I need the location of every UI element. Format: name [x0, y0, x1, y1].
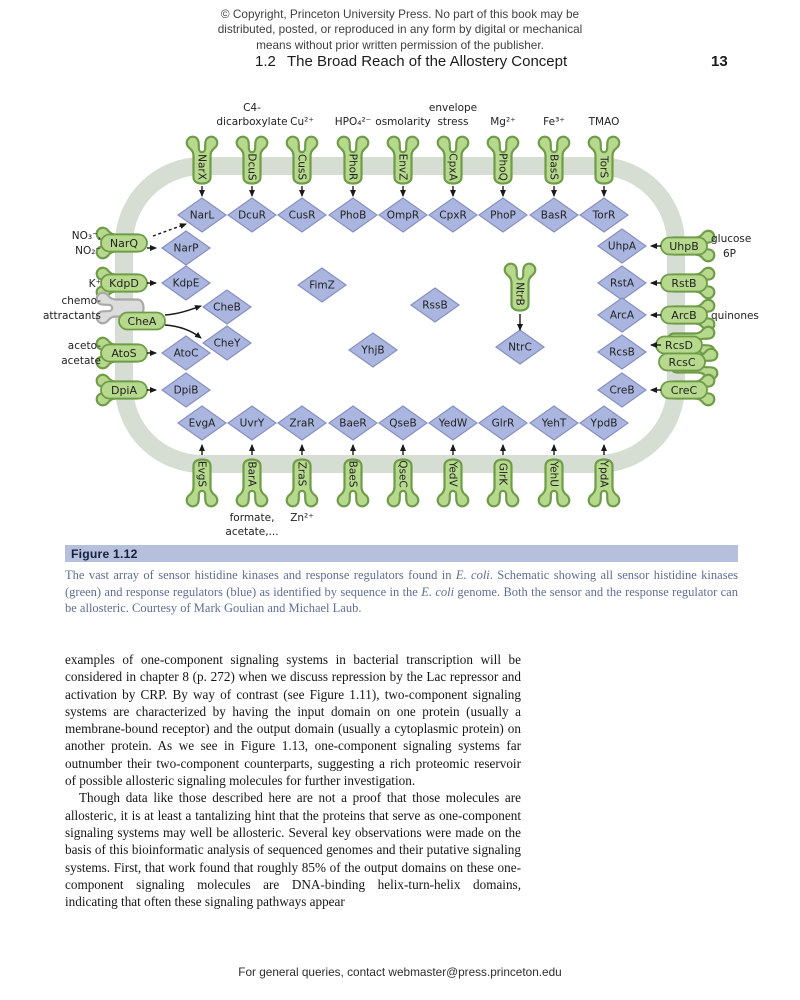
regulator-label: CheB: [213, 301, 241, 314]
figure-label: Figure 1.12: [71, 547, 138, 561]
regulator-label: OmpR: [386, 209, 420, 222]
sensor-label: RcsC: [668, 355, 696, 369]
regulator-label: NarL: [189, 209, 215, 222]
regulator-label: QseB: [389, 417, 417, 430]
sensor-label: CheA: [127, 314, 157, 328]
sensor-label: EvgS: [195, 460, 208, 488]
regulator-label: YhjB: [361, 344, 385, 357]
stimulus-label: Cu²⁺: [290, 116, 314, 128]
sensor-label: KdpD: [109, 276, 139, 290]
regulator-label: BaeR: [339, 417, 367, 430]
stimulus-label: Zn²⁺: [290, 512, 314, 524]
sensor-label: CusS: [295, 153, 308, 181]
paragraph: examples of one-component signaling systems in bacterial transcription will be considered in chapter 8 (p. 272) when we discuss repression by the Lac repressor and activation by CRP. By way of contrast (see Figure 1.11), two-component signaling systems are characterized by having the input domain on one protein (usually a membrane-bound receptor) and the output domain (usually a cytoplasmic protein) on another protein. As we see in Figure 1.13, one-component signaling systems far outnumber their two-component counterparts, suggesting a rich proteomic reservoir of possible allosteric signaling molecules for further investigation.: [65, 652, 521, 789]
regulator-label: CusR: [288, 209, 316, 222]
sensor-label: RstB: [671, 276, 697, 290]
arrow: [165, 325, 201, 338]
stimulus-label: aceto-: [67, 340, 101, 352]
regulator-label: YehT: [541, 417, 567, 430]
stimulus-label: stress: [437, 116, 469, 128]
regulator-label: AtoC: [173, 347, 199, 360]
sensor-label: DpiA: [110, 383, 138, 397]
regulator-label: DpiB: [173, 384, 199, 397]
caption-italic-text: E. coli: [455, 568, 490, 582]
regulator-label: TorR: [592, 209, 616, 222]
paragraph: Though data like those described here are not a proof that those molecules are allosteric, it is at least a tantalizing hint that the proteins that serve as one-component signaling systems may well be allosteric. Several key observations were made on the basis of this bioinformatic analysis of sequenced genomes and their putative signaling systems. First, that work found that roughly 85% of the output domains on these one-component signaling molecules are DNA-binding helix-turn-helix domains, indicating that often these signaling pathways appear: [65, 790, 521, 910]
sensor-label: QseC: [396, 460, 409, 488]
regulator-label: EvgA: [188, 417, 216, 430]
stimulus-label: 6P: [723, 248, 737, 260]
sensor-label: NarX: [195, 154, 208, 180]
stimulus-label: C4-: [243, 102, 261, 114]
stimulus-label: formate,: [229, 512, 275, 524]
sensor-label: CreC: [670, 383, 698, 397]
caption-text: The vast array of sensor histidine kinases and response regulators found in: [65, 568, 456, 582]
sensor-label: UhpB: [669, 239, 699, 253]
figure-1-12-two-component-signaling-diagram: [30, 88, 790, 548]
stimulus-label: HPO₄²⁻: [334, 116, 372, 128]
regulator-label: RssB: [422, 299, 448, 312]
stimulus-label: acetate: [61, 355, 101, 367]
page-number: 13: [711, 53, 728, 70]
caption-text: genome. Both the sensor and the response regulator can be allosteric. Courtesy of Mark Goulian and Michael Laub.: [65, 584, 738, 616]
sensor-label: AtoS: [111, 346, 137, 360]
stimulus-label: Mg²⁺: [490, 116, 516, 128]
regulator-label: NtrC: [508, 341, 532, 354]
sensor-label: TorS: [597, 155, 610, 179]
regulator-label: RcsB: [609, 346, 635, 359]
figure-caption: [65, 567, 738, 617]
sensor-label: NarQ: [109, 236, 139, 250]
stimulus-label: NO₂⁻: [75, 245, 101, 257]
sensor-label: YehU: [547, 461, 560, 487]
sensor-label: CpxA: [446, 153, 459, 181]
arrow: [165, 306, 201, 315]
sensor-label: GlrK: [496, 462, 509, 486]
sensor-label: YpdA: [597, 460, 610, 488]
stimulus-label: attractants: [43, 310, 101, 322]
regulator-label: FimZ: [309, 279, 335, 292]
regulator-label: KdpE: [172, 277, 200, 290]
stimulus-label: chemo-: [61, 295, 101, 307]
caption-text: . Schematic showing all sensor histidine kinases (green) and response regulators (blue) as identified by sequence in the: [65, 568, 738, 599]
stimulus-label: osmolarity: [375, 116, 431, 128]
sensor-label: EnvZ: [396, 153, 409, 181]
regulator-label: ZraR: [289, 417, 315, 430]
regulator-label: DcuR: [238, 209, 266, 222]
stimulus-label: dicarboxylate: [216, 116, 288, 128]
sensor-label: NtrB: [513, 282, 526, 306]
regulator-label: PhoP: [490, 209, 516, 222]
stimulus-label: TMAO: [588, 116, 620, 128]
regulator-label: CpxR: [439, 209, 467, 222]
stimulus-label: acetate,...: [225, 526, 279, 538]
stimulus-label: Fe³⁺: [543, 116, 565, 128]
regulator-label: GlrR: [491, 417, 515, 430]
stimulus-label: NO₃⁻,: [71, 230, 101, 242]
regulator-label: YedW: [438, 417, 468, 430]
footer-contact: For general queries, contact webmaster@press.princeton.edu: [238, 965, 562, 979]
stimulus-label: envelope: [428, 102, 478, 114]
regulator-label: UvrY: [239, 417, 265, 430]
sensor-label: BaeS: [346, 460, 359, 488]
regulator-label: ArcA: [609, 309, 635, 322]
sensor-label: ArcB: [671, 308, 697, 322]
regulator-label: CheY: [213, 337, 241, 350]
regulator-label: NarP: [173, 242, 199, 255]
regulator-label: YpdB: [590, 417, 618, 430]
sensor-label: YedV: [446, 461, 459, 487]
figure-label-bar: [65, 545, 738, 562]
sensor-label: PhoQ: [496, 153, 509, 181]
copyright-notice: [0, 7, 800, 53]
sensor-label: BarA: [245, 461, 258, 487]
regulator-label: CreB: [609, 384, 635, 397]
sensor-label: DcuS: [245, 153, 258, 181]
regulator-label: BasR: [540, 209, 568, 222]
body-text: [65, 651, 521, 910]
sensor-label: ZraS: [295, 461, 308, 487]
stimulus-label: K⁺: [88, 278, 101, 290]
stimulus-label: quinones: [711, 310, 759, 322]
regulator-label: UhpA: [607, 240, 637, 253]
stimulus-label: glucose: [711, 233, 752, 245]
section-number: 1.2: [255, 53, 276, 70]
copyright-line: © Copyright, Princeton University Press. No part of this book may be: [220, 7, 580, 21]
section-title: The Broad Reach of the Allostery Concept: [287, 53, 568, 70]
copyright-line: means without prior written permission of the publisher.: [256, 37, 544, 52]
caption-italic-text: E. coli: [421, 584, 455, 599]
sensor-label: BasS: [547, 154, 560, 180]
copyright-line: distributed, posted, or reproduced in any form by digital or mechanical: [217, 22, 583, 37]
sensor-label: RcsD: [665, 338, 693, 352]
regulator-label: RstA: [609, 277, 635, 290]
regulator-label: PhoB: [339, 209, 367, 222]
sensor-label: PhoR: [346, 153, 359, 181]
